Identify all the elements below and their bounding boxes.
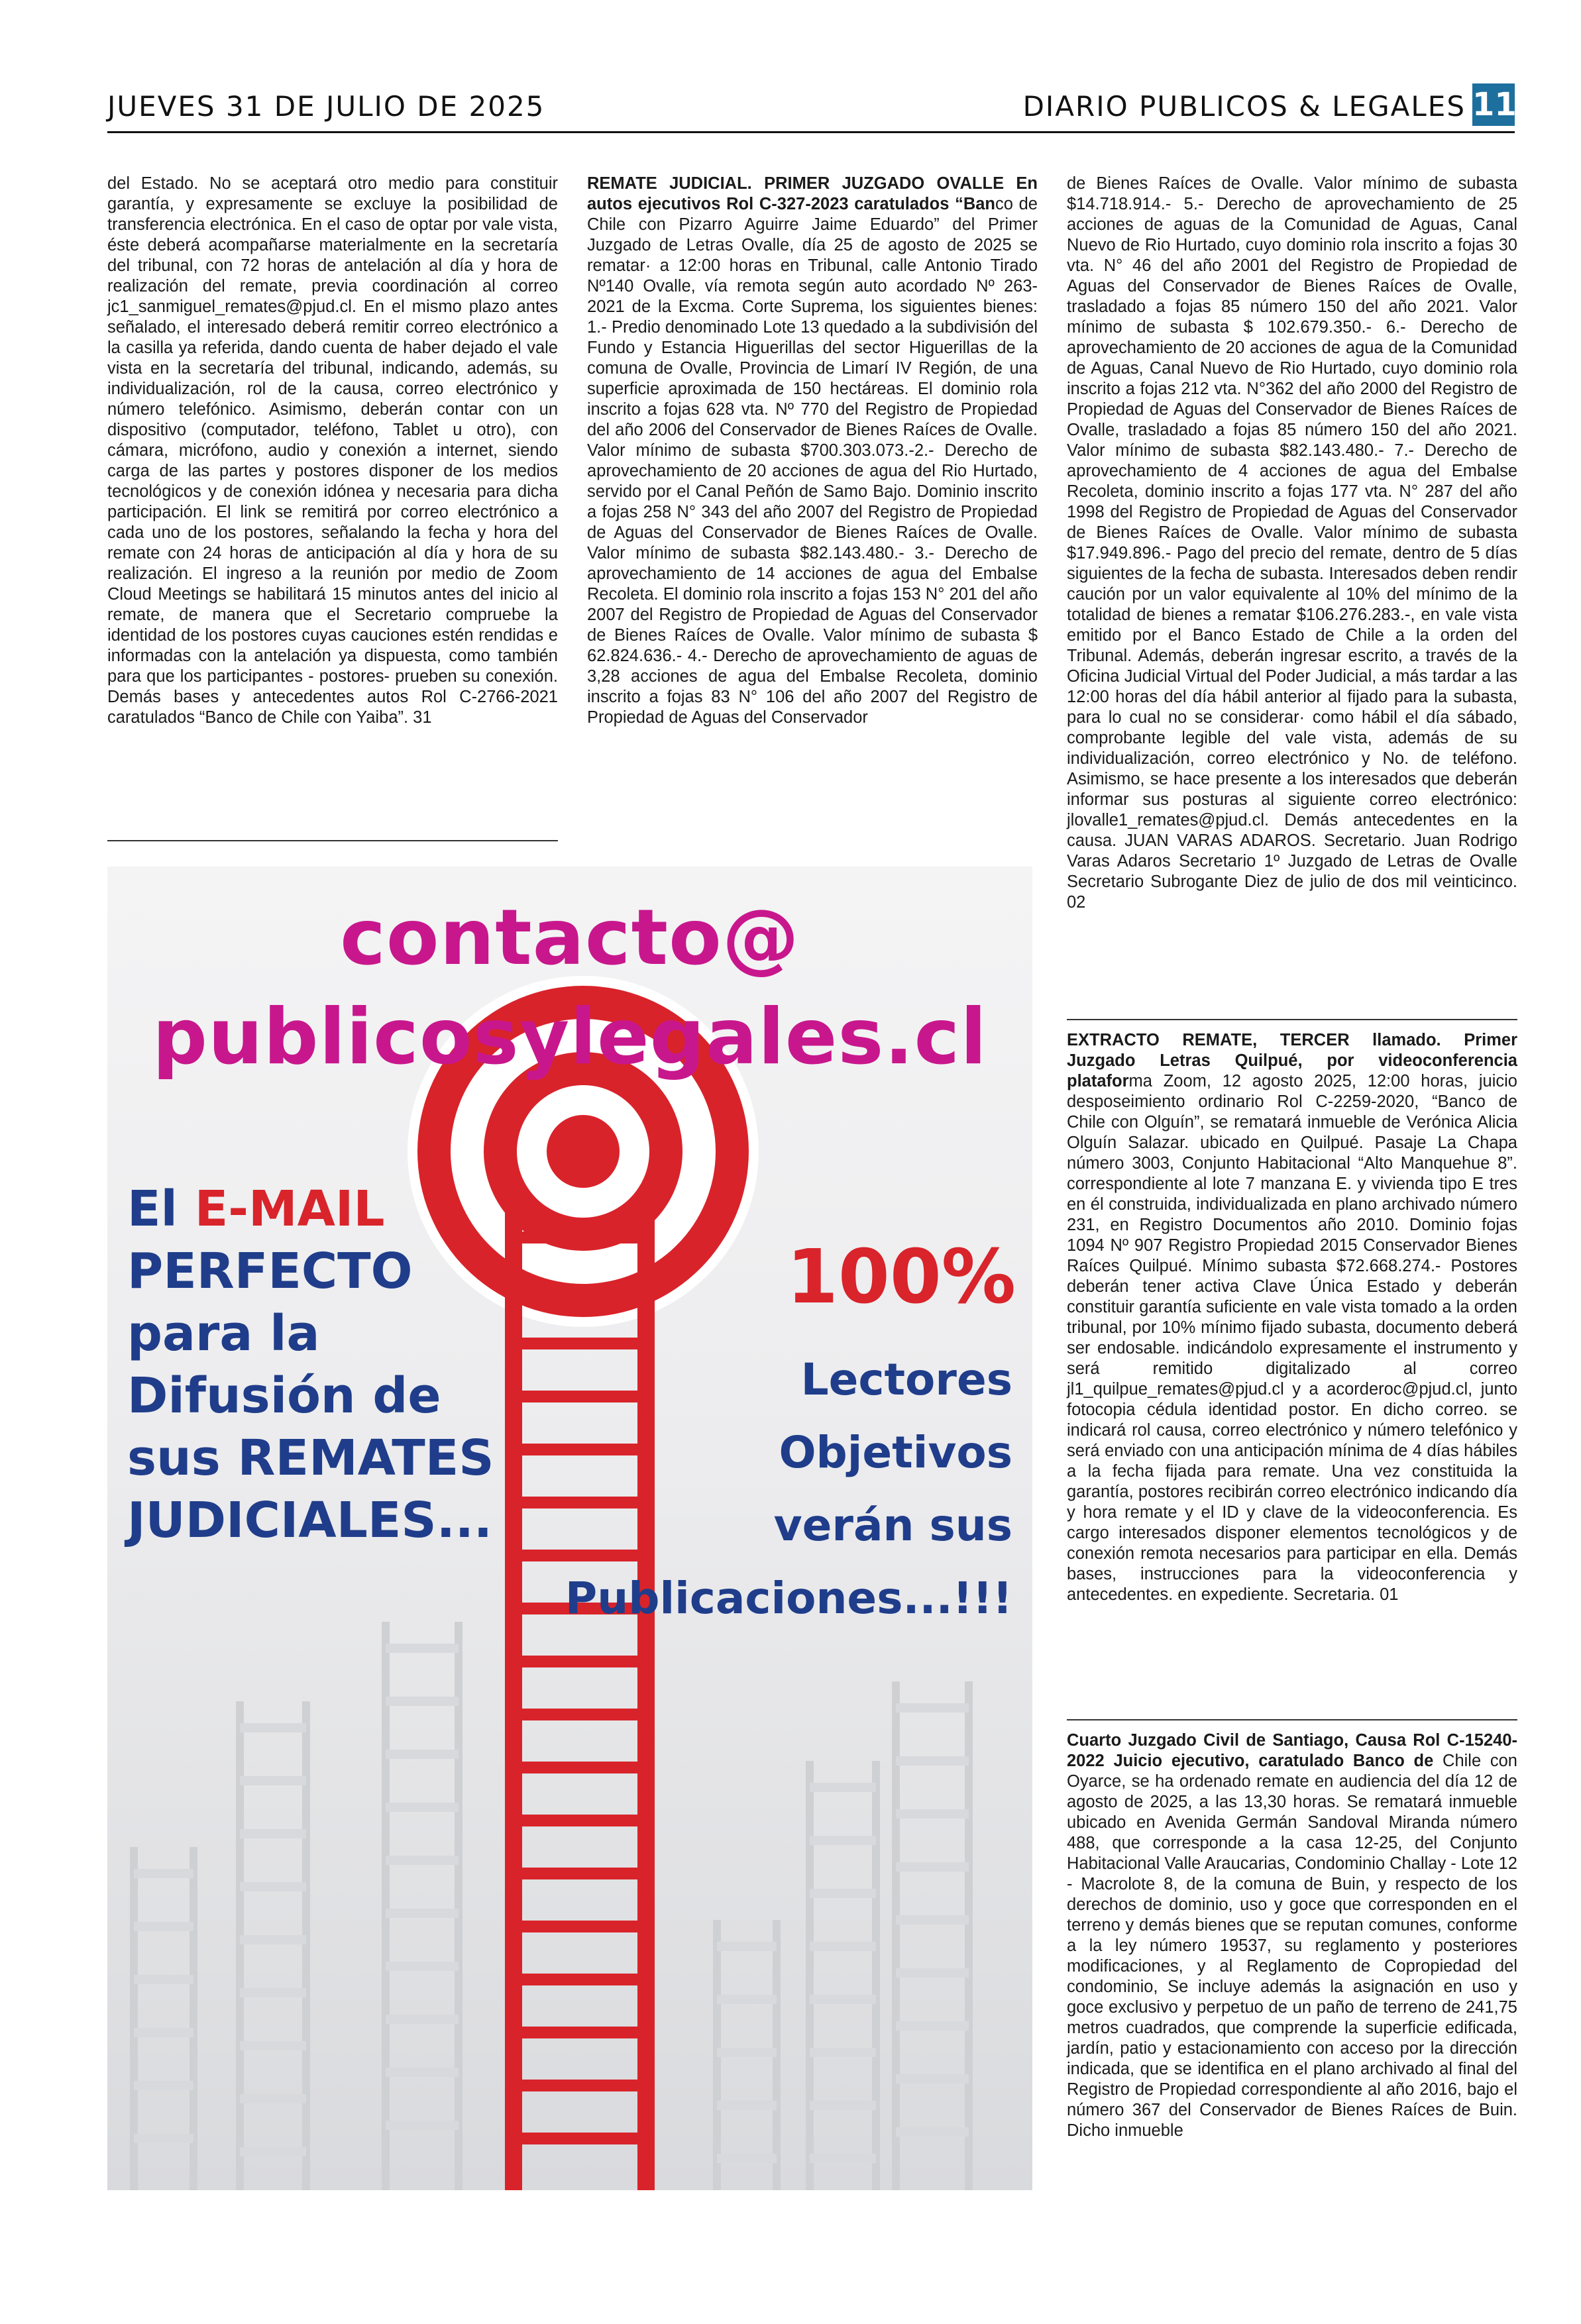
slogan-el: El: [127, 1181, 195, 1238]
slogan-perfecto: PERFECTO: [127, 1243, 413, 1300]
ad-left-slogan: [127, 1178, 551, 1552]
column-1-divider: [107, 840, 558, 841]
notice-santiago: [1067, 1730, 1517, 2141]
notice-quilpue: [1067, 1030, 1517, 1605]
slogan-para-la: para la: [127, 1305, 320, 1362]
notice-column-1: [107, 174, 558, 728]
notice-ovalle-text: co de Chile con Pizarro Aguirre Jaime Eduardo” del Primer Juzgado de Letras Ovalle, día 25 de agosto de 2025 se rematar· a 12:00 horas en Tribunal, calle Antonio Tirado Nº140 Ovalle, vía remota según auto acordado Nº 263-2021 de la Excma. Corte Suprema, los siguientes bienes: 1.- Predio denominado Lote 13 quedado a la subdivisión del Fundo y Estancia Higuerillas del sector Higuerillas de la comuna de Ovalle, Provincia de Limarí IV Región, de una superficie aproximada de 150 hectáreas. El dominio rola inscrito a fojas 628 vta. Nº 770 del Registro de Propiedad del año 2006 del Conservador de Bienes Raíces de Ovalle. Valor mínimo de subasta $700.303.073.-2.- Derecho de aprovechamiento de 20 acciones de agua del Rio Hurtado, servido por el Canal Peñón de Samo Bajo. Dominio inscrito a fojas 258 N° 343 del año 2007 del Registro de Propiedad de Aguas del Conservador de Bienes Raíces de Ovalle. Valor mínimo de subasta $82.143.480.- 3.- Derecho de aprovechamiento de 14 acciones de agua del Embalse Recoleta. El dominio rola inscrito a fojas 153 N° 201 del año 2007 del Registro de Propiedad de Aguas del Conservador de Bienes Raíces de Ovalle. Valor mínimo de subasta $ 62.824.636.- 4.- Derecho de aprovechamiento de aguas de 3,28 acciones de agua del Embalse Recoleta, dominio inscrito a fojas 83 N° 106 del año 2007 del Registro de Propiedad de Aguas del Conservador: [587, 195, 1038, 727]
slogan-remates: sus REMATES: [127, 1430, 494, 1487]
notice-santiago-text: Chile con Oyarce, se ha ordenado remate en audiencia del día 12 de agosto de 2025, a las 13,30 horas. Se rematará inmueble ubicado en Avenida Germán Sandoval Miranda número 488, que corresponde a la casa 12-25, del Conjunto Habitacional Valle Araucarias, Condominio Challay - Lote 12 - Macrolote 8, de la comuna de Buin, y respecto de los derechos de dominio, uso y goce que corresponden en el terreno y demás bienes que se reputan comunes, conforme a la ley número 19537, su reglamento y posteriores modificaciones, y al Reglamento de Copropiedad del condominio, Se incluye además la asignación en uso y goce exclusivo y perpetuo de un paño de terreno de 241,75 metros cuadrados, que comprende la superficie edificada, jardín, patio y estacionamiento con acceso por la dirección indicada, que se identifica en el plano archivado al final del Registro de Propiedad correspondiente al año 2016, bajo el número 367 del Conservador de Bienes Raíces de Buin. Dicho inmueble: [1067, 1752, 1517, 2140]
notice-quilpue-text: ma Zoom, 12 agosto 2025, 12:00 horas, juicio desposeimiento ordinario Rol C-2259-2020, “Banco de Chile con Olguín”, se rematará inmueble de Verónica Alicia Olguín Salazar. ubicado en Quilpué. Pasaje La Chapa número 3003, Conjunto Habitacional “Alto Manquehue 8”. correspondiente al lote 7 manzana E. y vivienda tipo E tres en él construida, individualizada en plano archivado número 231, en Registro Documentos año 2010. Dominio fojas 1094 Nº 907 Registro Propiedad 2015 Conservador Bienes Raíces Quilpué. Mínimo subasta $72.668.274.- Postores deberán tener activa Clave Única Estado y deberán constituir garantía suficiente en vale vista tomado a la orden tribunal, por 10% mínimo fijado subasta, documento deberá ser endosable. indicándolo expresamente el instrumento y será remitido digitalizado al correo jl1_quilpue_remates@pjud.cl y a acorderoc@pjud.cl, junto fotocopia cédula identidad postor. En dicho correo. se indicará rol causa, correo electrónico y número telefónico y será enviado con una anticipación mínima de 4 días hábiles a la fecha fijada para remate. Una vez constituida la garantía, postores recibirán correo electrónico indicando día y hora remate y el ID y clave de la videoconferencia. Es cargo interesados disponer elementos tecnológicos y de conexión remota necesarios para participar en ella. Demás bases, instrucciones para la videoconferencia y antecedentes. en expediente. Secretaria. 01: [1067, 1072, 1517, 1604]
notice-ovalle: [587, 174, 1038, 728]
notice-san-miguel-text: del Estado. No se aceptará otro medio para constituir garantía, y expresamente se excluye la posibilidad de transferencia electrónica. En el caso de optar por vale vista, éste deberá acompañarse materialmente en la secretaría del tribunal, con 72 horas de antelación al día y hora de realización del remate, previa coordinación al correo jc1_sanmiguel_remates@pjud.cl. En el mismo plazo antes señalado, el interesado deberá remitir correo electrónico a la casilla ya referida, dando cuenta de haber dejado el vale vista en la secretaría del tribunal, indicando, además, su individualización, rol de la causa, correo electrónico y número telefónico. Asimismo, deberán contar con un dispositivo (computador, teléfono, Tablet u otro), con cámara, micrófono, audio y conexión a internet, siendo carga de las partes y postores disponer de los medios tecnológicos y de conexión idónea y necesaria para dicha participación. El link se remitirá por correo electrónico a cada uno de los postores, señalando la fecha y hora del remate con 24 horas de anticipación al día y hora de su realización. El ingreso a la reunión por medio de Zoom Cloud Meetings se habilitará 15 minutos antes del inicio al remate, de manera que el Secretario compruebe la identidad de los postores cuyas cauciones estén rendidas e informadas con la antelación ya dispuesta, como también para que los participantes - postores- prueben su conexión. Demás bases y antecedentes autos Rol C-2766-2021 caratulados “Banco de Chile con Yaiba”. 31: [107, 174, 558, 727]
contact-email-line-2: publicosylegales.cl: [152, 992, 988, 1082]
contact-email-line-1: contacto@: [340, 893, 800, 982]
notice-column-3: [1067, 174, 1517, 913]
page-header: [107, 85, 1515, 133]
notice-quilpue-heading: EXTRACTO REMATE, TERCER llamado. Primer Juzgado Letras Quilpué, por videoconferencia platafor: [1067, 1031, 1517, 1090]
slogan-objetivos: Objetivos: [779, 1427, 1012, 1478]
slogan-veran: verán sus: [773, 1500, 1012, 1551]
notice-column-2: [587, 174, 1038, 728]
notice-ovalle-continued: de Bienes Raíces de Ovalle. Valor mínimo de subasta $14.718.914.- 5.- Derecho de aprovechamiento de 25 acciones de aguas de la Comunidad de Aguas, Canal Nuevo de Rio Hurtado, cuyo dominio rola inscrito a fojas 30 vta. N° 46 del año 2001 del Registro de Propiedad de Aguas del Conservador de Bienes Raíces de Ovalle, trasladado a fojas 85 número 150 del año 2021. Valor mínimo de subasta $ 102.679.350.- 6.- Derecho de aprovechamiento de 20 acciones de agua de la Comunidad de Aguas, Canal Nuevo de Rio Hurtado, cuyo dominio rola inscrito a fojas 212 vta. N°362 del año 2000 del Registro de Propiedad de Aguas del Conservador de Bienes Raíces de Ovalle, trasladado a fojas 85 número 150 del año 2021. Valor mínimo de subasta $82.143.480.- 7.- Derecho de aprovechamiento de 4 acciones de agua del Embalse Recoleta, dominio inscrito a fojas 177 vta. N° 287 del año 1998 del Registro de Propiedad de Aguas del Conservador de Bienes Raíces de Ovalle. Valor mínimo de subasta $17.949.896.- Pago del precio del remate, dentro de 5 días siguientes de la fecha de subasta. Interesados deben rendir caución por un valor equivalente al 10% del mínimo de la totalidad de bienes a rematar $106.276.283.-, en vale vista emitido por el Banco Estado de Chile a la orden del Tribunal. Además, deberán ingresar escrito, a través de la Oficina Judicial Virtual del Poder Judicial, a más tardar a las 12:00 horas del día hábil anterior al fijado para la subasta, para lo cual no se considerar· como hábil el día sábado, comprobante legible del vale vista, además de su individualización, correo electrónico y No. de teléfono. Asimismo, se hace presente a los interesados que deberán informar sus posturas al siguiente correo electrónico: jlovalle1_remates@pjud.cl. Demás antecedentes en la causa. JUAN VARAS ADAROS. Secretario. Juan Rodrigo Varas Adaros Secretario 1º Juzgado de Letras de Ovalle Secretario Subrogante Diez de julio de dos mil veinticinco. 02: [1067, 174, 1517, 912]
slogan-lectores: Lectores: [800, 1354, 1012, 1405]
ad-percentage: 100%: [787, 1234, 1016, 1320]
newspaper-name: DIARIO PUBLICOS & LEGALES: [1022, 90, 1466, 123]
slogan-email: E-MAIL: [194, 1181, 385, 1238]
ad-right-slogan: [565, 1344, 1012, 1635]
slogan-judiciales: JUDICIALES...: [127, 1492, 493, 1549]
column-3-divider-2: [1067, 1719, 1517, 1720]
notice-santiago-heading: Cuarto Juzgado Civil de Santiago, Causa Rol C-15240-2022 Juicio ejecutivo, caratulado Banco de: [1067, 1731, 1517, 1770]
notice-ovalle-heading: REMATE JUDICIAL. PRIMER JUZGADO OVALLE En autos ejecutivos Rol C-327-2023 caratulados “Ban: [587, 174, 1038, 213]
page-number: 11: [1472, 83, 1515, 126]
advertisement: [107, 867, 1032, 2190]
slogan-publicaciones: Publicaciones...!!!: [565, 1573, 1012, 1624]
column-3-divider-1: [1067, 1019, 1517, 1020]
issue-date: JUEVES 31 DE JULIO DE 2025: [107, 90, 545, 123]
slogan-difusion: Difusión de: [127, 1367, 441, 1424]
